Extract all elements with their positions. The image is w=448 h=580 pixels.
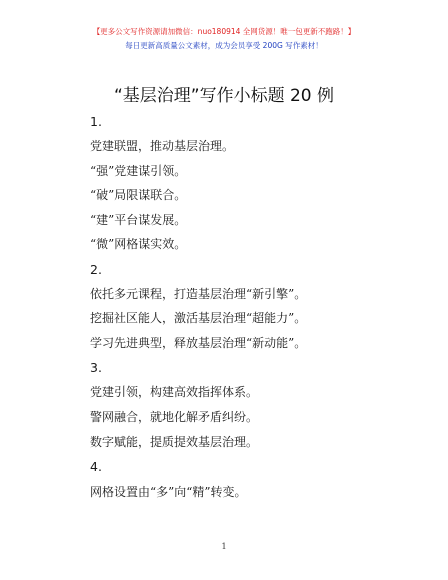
promo-banner-line-2: 每日更新高质量公文素材，成为会员享受 200G 写作素材！ [125,41,323,50]
body-line: 学习先进典型，释放基层治理“新动能”。 [90,336,307,350]
body-line: 挖掘社区能人，激活基层治理“超能力”。 [90,311,307,325]
section-heading: 3. [90,360,102,375]
page-number: 1 [221,542,227,551]
body-line: 网格设置由“多”向“精”转变。 [90,485,247,499]
promo-banner-line-1: 【更多公文写作资源请加微信：nuo180914 全网货源！唯一包更新不跑路！】 [92,27,356,36]
section-heading: 1. [90,114,102,129]
body-line: “强”党建谋引领。 [90,164,187,178]
body-line: “建”平台谋发展。 [90,213,187,227]
body-line: 依托多元课程，打造基层治理“新引擎”。 [90,287,307,301]
body-line: 数字赋能，提质提效基层治理。 [90,435,259,449]
body-line: 警网融合，就地化解矛盾纠纷。 [90,410,259,424]
body-line: 党建联盟，推动基层治理。 [90,139,235,153]
section-heading: 4. [90,459,102,474]
body-line: 党建引领，构建高效指挥体系。 [90,385,259,399]
section-heading: 2. [90,262,102,277]
document-title: “基层治理”写作小标题 20 例 [113,86,335,106]
body-line: “微”网格谋实效。 [90,237,187,251]
body-line: “破”局限谋联合。 [90,188,187,202]
